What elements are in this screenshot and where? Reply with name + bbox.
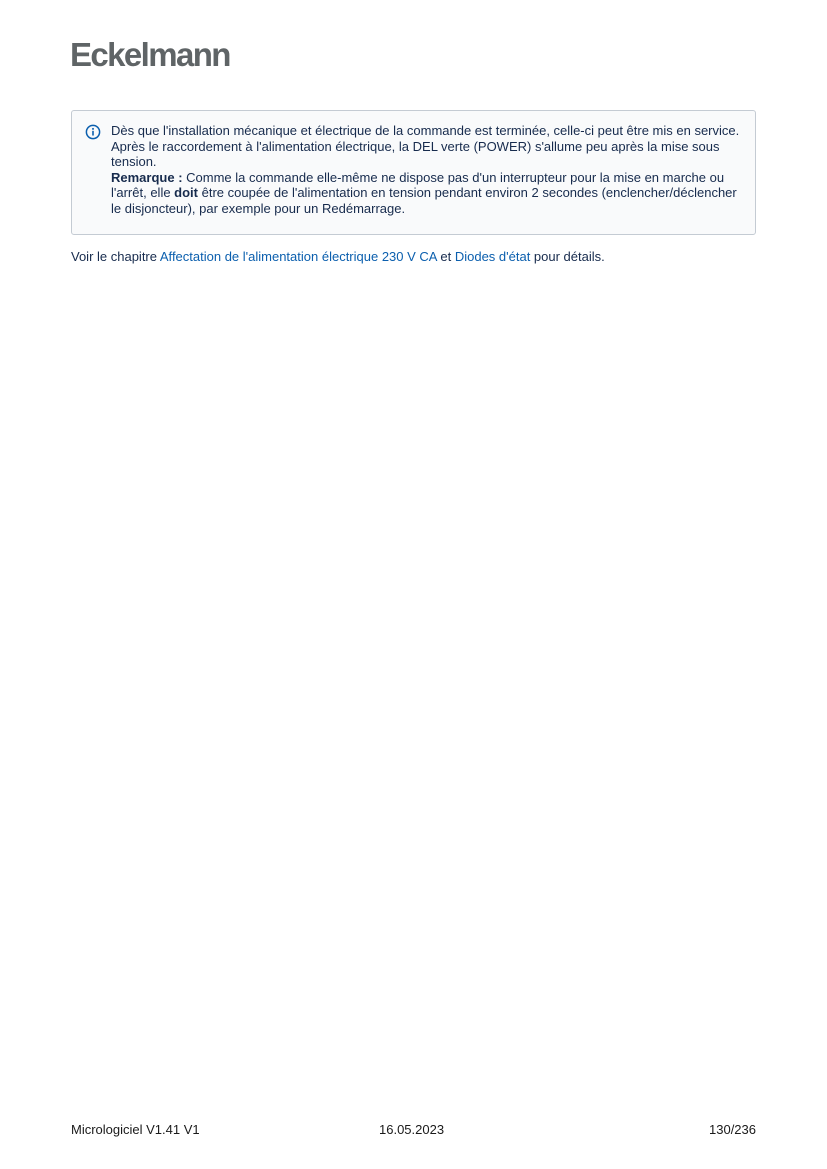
remark-text-2: être coupée de l'alimentation en tension pendant environ 2 secondes (enclencher/déclencher le disjoncteur), par exemple pour un Redémarrage. <box>111 185 737 216</box>
body-middle: et <box>436 249 455 264</box>
info-icon <box>85 124 101 140</box>
eckelmann-logo: Eckelmann <box>70 36 230 73</box>
body-paragraph <box>71 249 605 265</box>
remark-text-1: Comme la commande elle-même ne dispose pas d'un interrupteur pour la mise en marche ou l'arrêt, elle <box>111 169 725 200</box>
link-power-supply-230v[interactable]: Affectation de l'alimentation électrique 230 V CA <box>159 249 437 264</box>
footer-firmware-version: Micrologiciel V1.41 V1 <box>71 1122 200 1137</box>
remark-paragraph <box>111 170 741 217</box>
remark-label: Remarque : <box>111 169 183 185</box>
footer-date: 16.05.2023 <box>379 1122 445 1137</box>
footer-page-number: 130/236 <box>709 1122 756 1137</box>
info-panel <box>71 110 756 235</box>
info-paragraph: Dès que l'installation mécanique et électrique de la commande est terminée, celle-ci peut être mis en service. Après le raccordement à l'alimentation électrique, la DEL verte (POWER) s'allume peu après la mise sous tension. <box>111 123 740 169</box>
body-prefix: Voir le chapitre <box>71 249 160 264</box>
body-suffix: pour détails. <box>530 249 605 264</box>
remark-bold-word: doit <box>174 185 198 200</box>
info-panel-text <box>111 123 741 216</box>
link-status-diodes[interactable]: Diodes d'état <box>454 249 531 264</box>
